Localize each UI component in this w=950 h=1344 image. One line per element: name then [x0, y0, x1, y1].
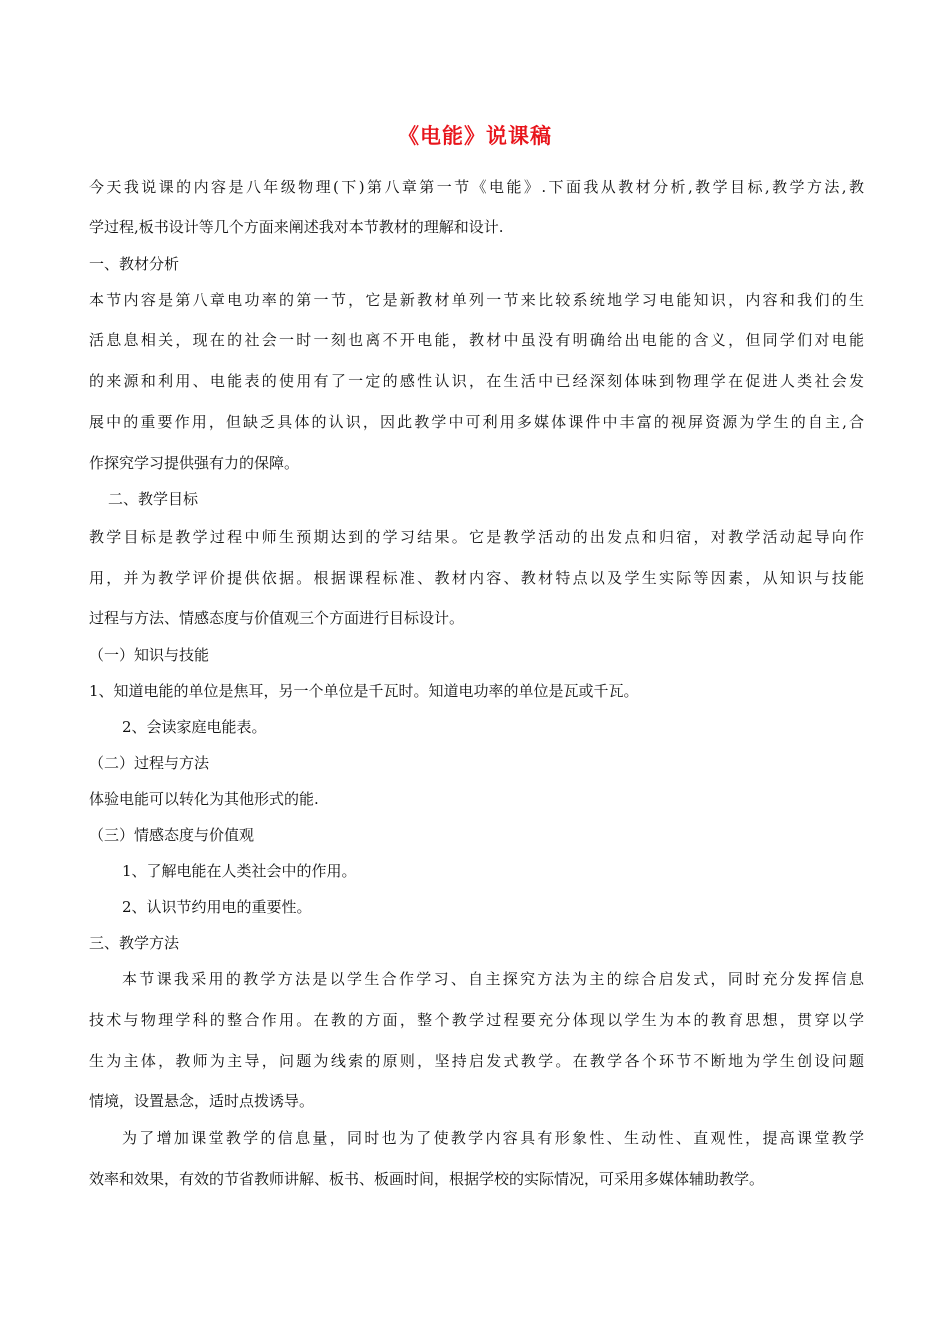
text-line: 技术与物理学科的整合作用。在教的方面，整个教学过程要充分体现以学生为本的教育思想，贯穿以学: [89, 1011, 864, 1029]
section-heading: 三、教学方法: [89, 934, 180, 952]
list-item: 1、知道电能的单位是焦耳，另一个单位是千瓦时。知道电功率的单位是瓦或千瓦。: [89, 682, 639, 700]
subsection-heading: （二）过程与方法: [89, 754, 210, 772]
text-line: 活息息相关，现在的社会一时一刻也离不开电能，教材中虽没有明确给出电能的含义，但同学们对电能: [89, 331, 864, 349]
text-line: 本节内容是第八章电功率的第一节，它是新教材单列一节来比较系统地学习电能知识，内容和我们的生: [89, 291, 864, 309]
list-item: 2、认识节约用电的重要性。: [122, 898, 312, 916]
text-line: 用，并为教学评价提供依据。根据课程标准、教材内容、教材特点以及学生实际等因素，从知识与技能: [89, 569, 864, 587]
section-heading: 二、教学目标: [108, 490, 199, 508]
list-item: 1、了解电能在人类社会中的作用。: [122, 862, 357, 880]
text-line: 体验电能可以转化为其他形式的能.: [89, 790, 319, 808]
text-line: 生为主体，教师为主导，问题为线索的原则，坚持启发式教学。在教学各个环节不断地为学生创设问题: [89, 1052, 864, 1070]
text-line: 效率和效果，有效的节省教师讲解、板书、板画时间，根据学校的实际情况，可采用多媒体辅助教学。: [89, 1170, 765, 1188]
text-line: 的来源和利用、电能表的使用有了一定的感性认识，在生活中已经深刻体味到物理学在促进人类社会发: [89, 372, 864, 390]
document-title: 《电能》说课稿: [398, 124, 552, 148]
subsection-heading: （三）情感态度与价值观: [89, 826, 255, 844]
text-line: 展中的重要作用，但缺乏具体的认识，因此教学中可利用多媒体课件中丰富的视屏资源为学生的自主,合: [89, 413, 864, 431]
text-line: 学过程,板书设计等几个方面来阐述我对本节教材的理解和设计.: [89, 218, 504, 236]
text-line: 过程与方法、情感态度与价值观三个方面进行目标设计。: [89, 609, 465, 627]
text-line: 作探究学习提供强有力的保障。: [89, 454, 300, 472]
section-heading: 一、教材分析: [89, 255, 180, 273]
text-line: 情境，设置悬念，适时点拨诱导。: [89, 1092, 315, 1110]
text-line: 今天我说课的内容是八年级物理(下)第八章第一节《电能》.下面我从教材分析,教学目标,教学方法,教: [89, 178, 864, 196]
list-item: 2、会读家庭电能表。: [122, 718, 267, 736]
text-line: 为了增加课堂教学的信息量，同时也为了使教学内容具有形象性、生动性、直观性，提高课堂教学: [122, 1129, 864, 1147]
text-line: 本节课我采用的教学方法是以学生合作学习、自主探究方法为主的综合启发式，同时充分发挥信息: [122, 970, 864, 988]
subsection-heading: （一）知识与技能: [89, 646, 210, 664]
text-line: 教学目标是教学过程中师生预期达到的学习结果。它是教学活动的出发点和归宿，对教学活动起导向作: [89, 528, 864, 546]
